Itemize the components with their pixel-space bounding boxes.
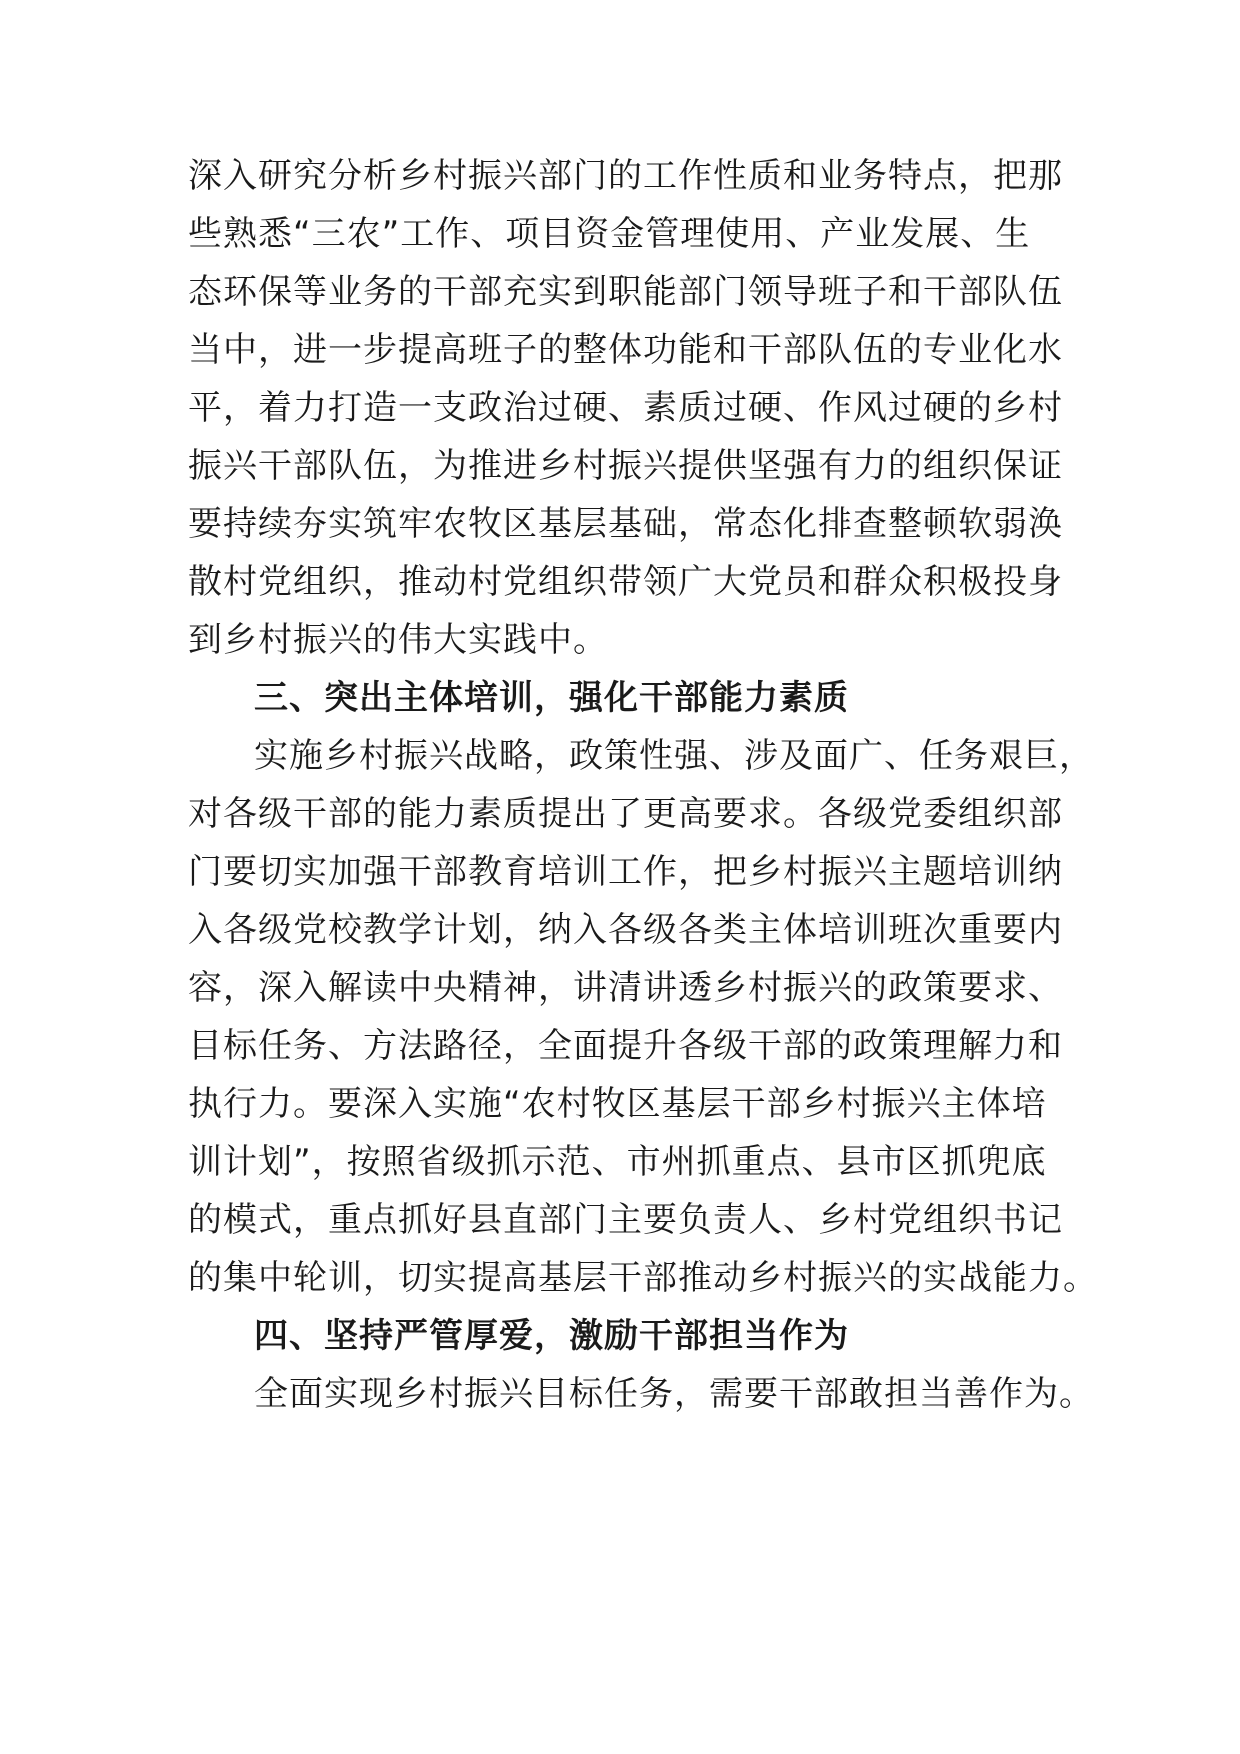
text-line: 的模式，重点抓好县直部门主要负责人、乡村党组织书记 [188,1200,1063,1240]
text-line: 入各级党校教学计划，纳入各级各类主体培训班次重要内 [188,910,1063,950]
text-line: 深入研究分析乡村振兴部门的工作性质和业务特点，把那 [188,156,1063,196]
text-line: 态环保等业务的干部充实到职能部门领导班子和干部队伍 [188,272,1063,312]
text-line: 振兴干部队伍，为推进乡村振兴提供坚强有力的组织保证 [188,446,1063,486]
text-line: 散村党组织，推动村党组织带领广大党员和群众积极投身 [188,562,1063,602]
text-line: 平，着力打造一支政治过硬、素质过硬、作风过硬的乡村 [188,388,1063,428]
text-line: 门要切实加强干部教育培训工作，把乡村振兴主题培训纳 [188,852,1063,892]
text-line: 要持续夯实筑牢农牧区基层基础，常态化排查整顿软弱涣 [188,504,1063,544]
text-line: 实施乡村振兴战略，政策性强、涉及面广、任务艰巨， [254,736,1094,776]
text-line: 当中，进一步提高班子的整体功能和干部队伍的专业化水 [188,330,1063,370]
text-line: 训计划”，按照省级抓示范、市州抓重点、县市区抓兜底 [188,1142,1047,1182]
text-line: 执行力。要深入实施“农村牧区基层干部乡村振兴主体培 [188,1084,1047,1124]
text-line: 到乡村振兴的伟大实践中。 [188,620,608,660]
section-heading-4: 四、坚持严管厚爱，激励干部担当作为 [254,1316,849,1356]
text-line: 的集中轮训，切实提高基层干部推动乡村振兴的实战能力。 [188,1258,1098,1298]
text-line: 些熟悉“三农”工作、项目资金管理使用、产业发展、生 [188,214,1031,254]
text-line: 目标任务、方法路径，全面提升各级干部的政策理解力和 [188,1026,1063,1066]
text-line: 对各级干部的能力素质提出了更高要求。各级党委组织部 [188,794,1063,834]
text-line: 全面实现乡村振兴目标任务，需要干部敢担当善作为。 [254,1374,1094,1414]
section-heading-3: 三、突出主体培训，强化干部能力素质 [254,678,849,718]
text-line: 容，深入解读中央精神，讲清讲透乡村振兴的政策要求、 [188,968,1063,1008]
